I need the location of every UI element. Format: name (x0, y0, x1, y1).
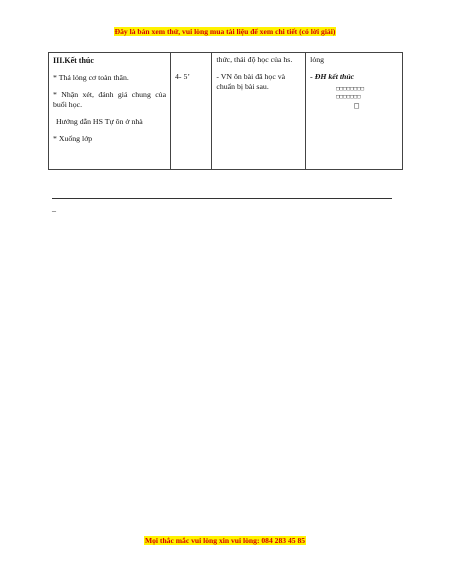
bottom-banner-text: Mọi thắc mắc vui lòng xin vui lòng: 084 283 45 85 (144, 536, 306, 545)
activity-item: Hướng dẫn HS Tự ôn ở nhà (56, 117, 143, 126)
organization-text: lỏng (310, 55, 325, 64)
teacher-marker: □ (354, 101, 360, 110)
activity-item: * Thả lỏng cơ toàn thân. (53, 73, 129, 82)
separator-line (52, 198, 392, 199)
activity-cell (49, 53, 171, 170)
formation-row: □□□□□□□□ (336, 86, 365, 92)
time-cell (171, 53, 212, 170)
formation-diagram (336, 85, 398, 111)
method-cell (212, 53, 306, 170)
section-heading: III.Kết thúc (53, 56, 94, 65)
formation-row: □□□□□□□ (336, 94, 361, 100)
top-banner (0, 27, 450, 36)
footnote-dash: _ (52, 204, 56, 213)
organization-cell (306, 53, 403, 170)
time-value: 4- 5’ (175, 72, 190, 81)
method-text: - VN ôn bài đã học và chuẩn bị bài sau. (216, 72, 286, 91)
table-row (49, 53, 403, 170)
lesson-table (48, 52, 403, 170)
activity-item: * Xuống lớp (53, 134, 93, 143)
activity-item: * Nhận xét, đánh giá chung của buổi học. (53, 90, 167, 109)
top-banner-text: Đây là bản xem thử, vui lòng mua tài liệu để xem chi tiết (có lời giải) (114, 27, 336, 36)
method-text: thức, thái độ học của hs. (216, 55, 293, 64)
bottom-banner (0, 536, 450, 545)
formation-label: - ĐH kết thúc (310, 72, 355, 81)
